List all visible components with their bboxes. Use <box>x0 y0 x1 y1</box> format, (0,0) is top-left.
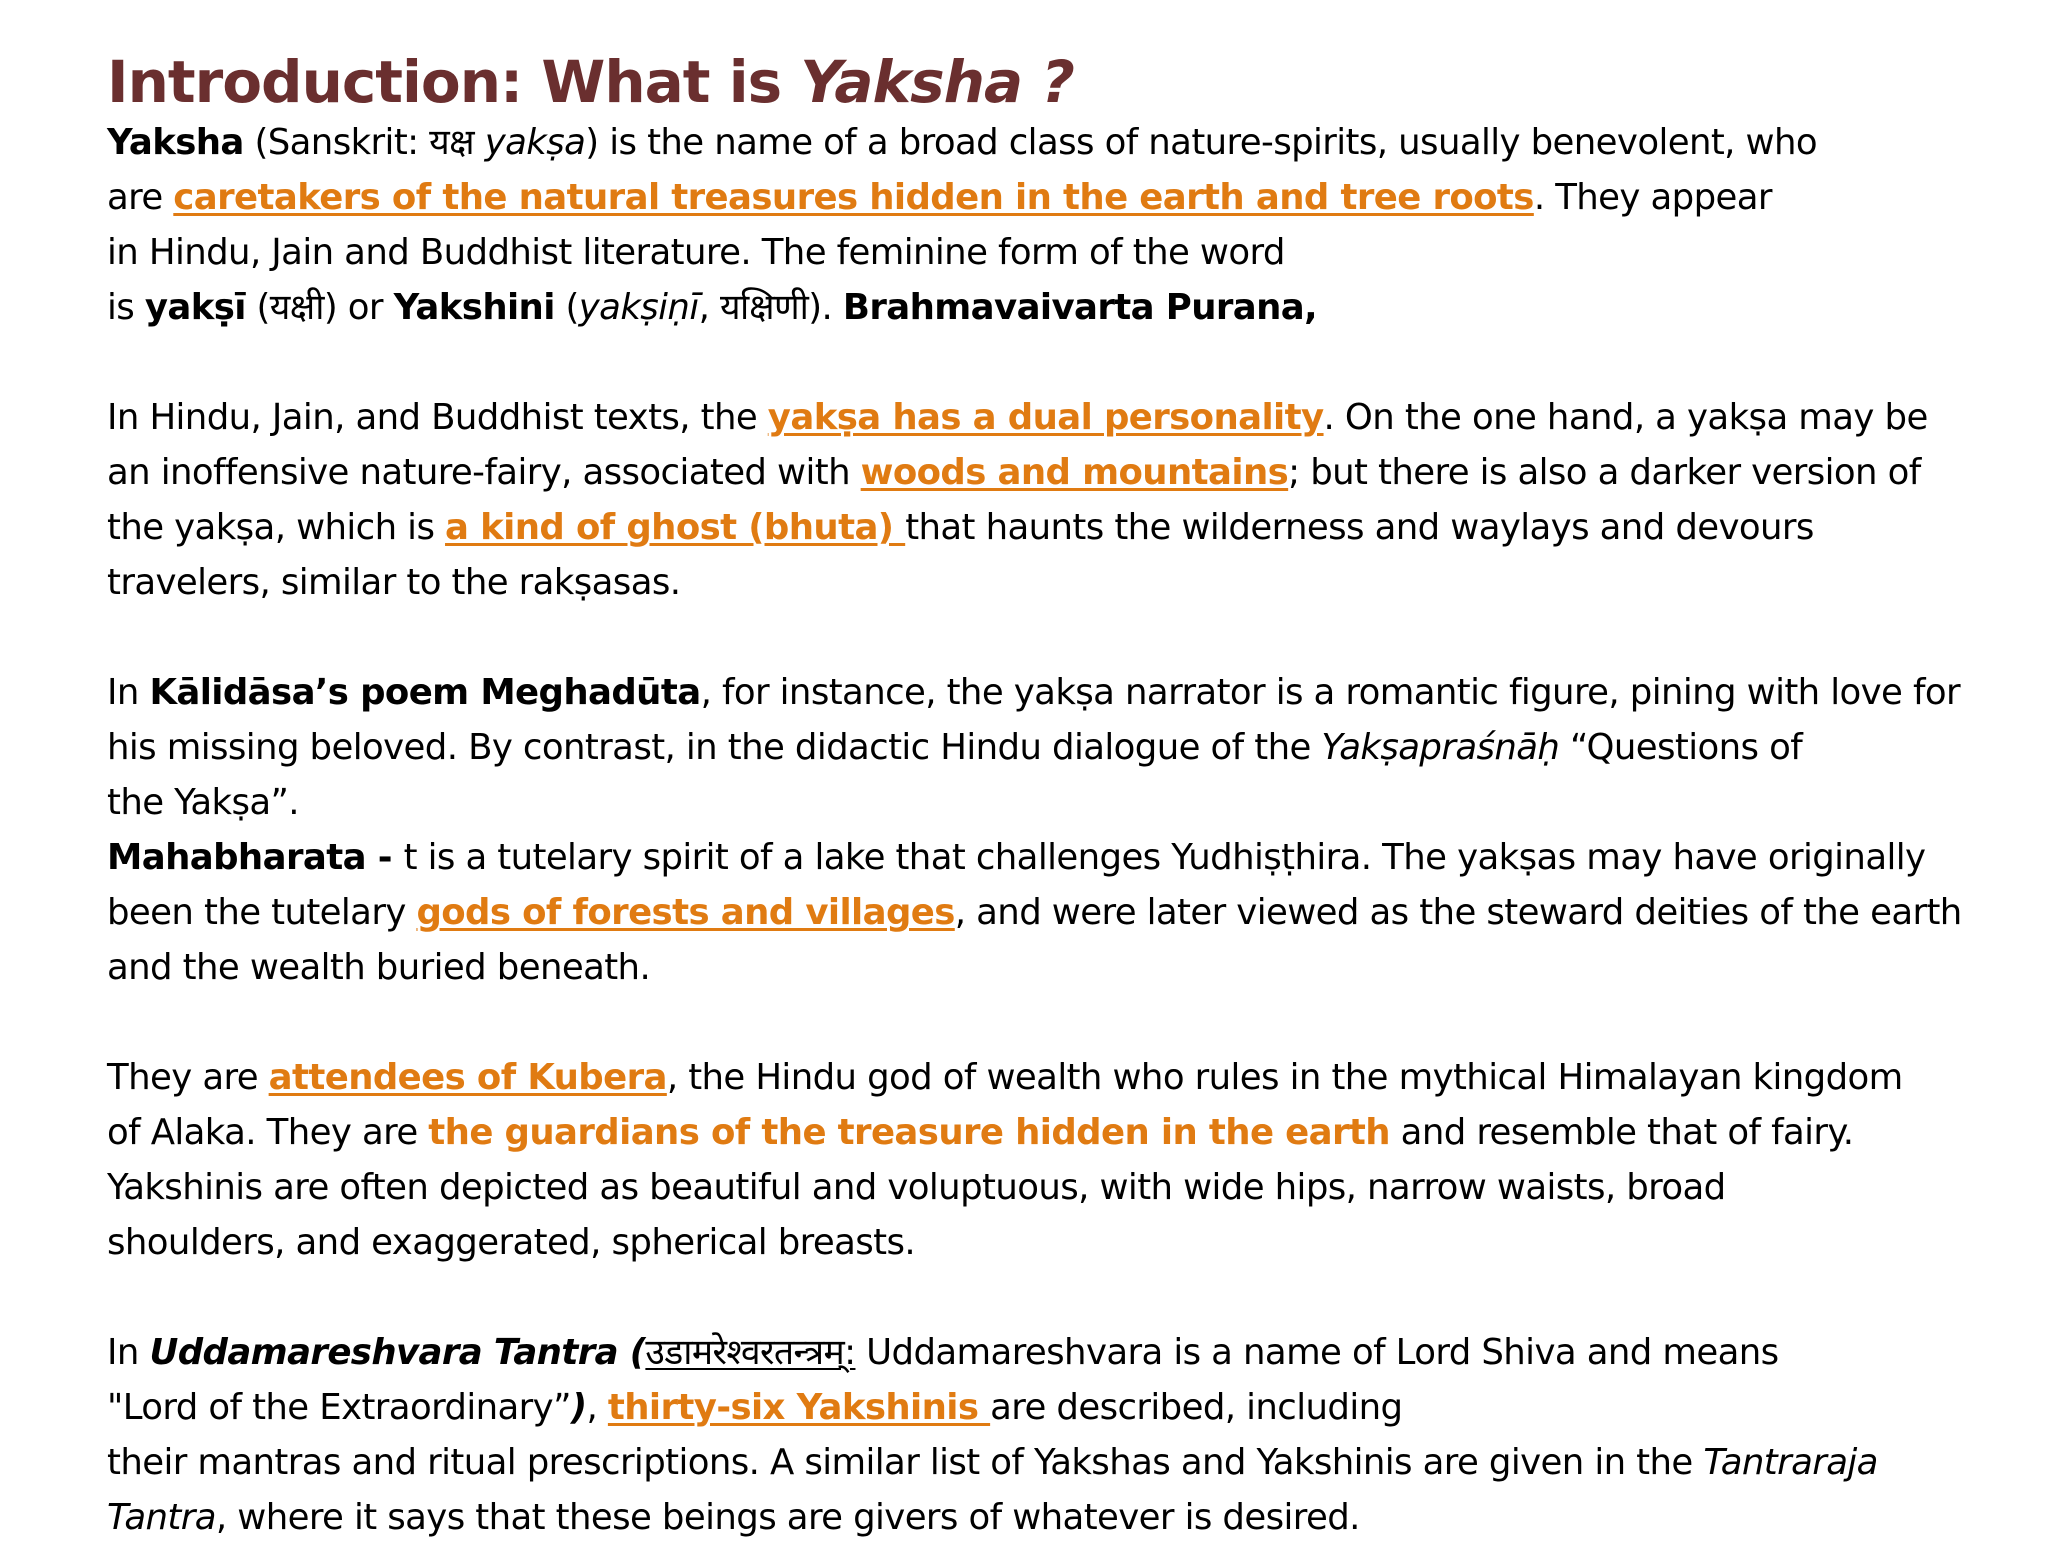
text-span: an inoffensive nature-fairy, associated with <box>107 452 861 493</box>
text-span: t is a tutelary spirit of a lake that challenges Yudhiṣṭhira. The yakṣas may have originally <box>403 837 1926 878</box>
text-span: their mantras and ritual prescriptions. A similar list of Yakshas and Yakshinis are given in the <box>107 1442 1704 1483</box>
paragraph-gap <box>107 335 2047 390</box>
text-line <box>107 500 2047 555</box>
text-line <box>107 1380 2047 1435</box>
text-span: (यक्षी) or <box>245 287 394 328</box>
text-span: , <box>586 1387 608 1428</box>
text-line <box>107 1490 2047 1545</box>
text-span: of Alaka. They are <box>107 1112 429 1153</box>
text-line <box>107 170 2047 225</box>
text-span: is <box>107 287 145 328</box>
text-span: In Hindu, Jain, and Buddhist texts, the <box>107 397 768 438</box>
text-span: . On the one hand, a yakṣa may be <box>1323 397 1928 438</box>
link-dual-personality[interactable]: yakṣa has a dual personality <box>767 397 1324 438</box>
text-line: Yakshinis are often depicted as beautiful and voluptuous, with wide hips, narrow waists, broad <box>107 1167 1726 1208</box>
text-span: (Sanskrit: यक्ष <box>243 122 485 163</box>
text-line <box>107 390 2047 445</box>
paragraph-gap <box>107 1270 2047 1325</box>
term-brahmavaivarta: Brahmavaivarta Purana, <box>842 287 1318 328</box>
text-span: ( <box>554 287 579 328</box>
text-span: , यक्षिणी). <box>698 287 843 328</box>
text-line: shoulders, and exaggerated, spherical breasts. <box>107 1222 916 1263</box>
text-line <box>107 115 2047 170</box>
text-span: In <box>107 672 150 713</box>
text-span: been the tutelary <box>107 892 417 933</box>
text-span: the yakṣa, which is <box>107 507 446 548</box>
term-uddamareshvara: Uddamareshvara Tantra ( <box>149 1332 646 1373</box>
text-span: Uddamareshvara is a name of Lord Shiva and means <box>855 1332 1779 1373</box>
term-yaksini-italic: yakṣiṇī <box>578 287 699 328</box>
text-span: and resemble that of fairy. <box>1389 1112 1854 1153</box>
text-line: and the wealth buried beneath. <box>107 947 651 988</box>
text-span: ) <box>570 1387 587 1428</box>
paragraph-gap <box>107 995 2047 1050</box>
paragraph-3 <box>107 665 2047 995</box>
text-span: that haunts the wilderness and waylays and devours <box>905 507 1814 548</box>
text-span: ; but there is also a darker version of <box>1288 452 1921 493</box>
text-span: , where it says that these beings are givers of whatever is desired. <box>215 1497 1360 1538</box>
text-line <box>107 1325 2047 1380</box>
text-line <box>107 885 2047 940</box>
text-line: travelers, similar to the rakṣasas. <box>107 562 681 603</box>
paragraph-1 <box>107 115 2047 335</box>
text-span: are <box>107 177 174 218</box>
text-line <box>107 1050 2047 1105</box>
text-span: , and were later viewed as the steward deities of the earth <box>954 892 1962 933</box>
term-meghaduta: Kālidāsa’s poem Meghadūta <box>149 672 701 713</box>
text-span: , for instance, the yakṣa narrator is a romantic figure, pining with love for <box>700 672 1960 713</box>
slide-body <box>107 115 2047 1545</box>
term-tantra: Tantra <box>107 1497 216 1538</box>
text-line <box>107 830 2047 885</box>
text-span: , the Hindu god of wealth who rules in the mythical Himalayan kingdom <box>666 1057 1903 1098</box>
text-span: his missing beloved. By contrast, in the didactic Hindu dialogue of the <box>107 727 1322 768</box>
text-line <box>107 1435 2047 1490</box>
term-yaksi: yakṣī <box>144 287 246 328</box>
text-span: “Questions of <box>1559 727 1803 768</box>
text-line: in Hindu, Jain and Buddhist literature. The feminine form of the word <box>107 232 1285 273</box>
paragraph-gap <box>107 610 2047 665</box>
text-span: are described, including <box>990 1387 1403 1428</box>
term-devanagari-title: उडामरेश्वरतन्त्रम्: <box>645 1332 856 1373</box>
text-line <box>107 720 2047 775</box>
link-caretakers[interactable]: caretakers of the natural treasures hidden in the earth and tree roots <box>173 177 1534 218</box>
term-mahabharata: Mahabharata - <box>107 837 404 878</box>
text-span: In <box>107 1332 150 1373</box>
link-woods-mountains[interactable]: woods and mountains <box>860 452 1289 493</box>
text-span: ) is the name of a broad class of nature-spirits, usually benevolent, who <box>585 122 1818 163</box>
text-span: They are <box>107 1057 269 1098</box>
text-line <box>107 280 2047 335</box>
term-tantraraja: Tantraraja <box>1703 1442 1878 1483</box>
text-line <box>107 445 2047 500</box>
paragraph-2 <box>107 390 2047 610</box>
text-line <box>107 665 2047 720</box>
term-yaksha: Yaksha <box>107 122 244 163</box>
link-thirty-six-yakshinis[interactable]: thirty-six Yakshinis <box>607 1387 991 1428</box>
text-span: "Lord of the Extraordinary” <box>107 1387 571 1428</box>
term-yaksaprasnah: Yakṣapraśnāḥ <box>1321 727 1560 768</box>
title-italic: Yaksha ? <box>800 48 1074 116</box>
term-yaksa-italic: yakṣa <box>484 122 586 163</box>
link-attendees-kubera[interactable]: attendees of Kubera <box>268 1057 667 1098</box>
link-gods-forests[interactable]: gods of forests and villages <box>416 892 955 933</box>
text-span: . They appear <box>1533 177 1772 218</box>
title-prefix: Introduction: What is <box>107 48 801 116</box>
paragraph-5 <box>107 1325 2047 1545</box>
highlight-guardians: the guardians of the treasure hidden in the earth <box>428 1112 1390 1153</box>
link-ghost-bhuta[interactable]: a kind of ghost (bhuta) <box>445 507 906 548</box>
text-line: the Yakṣa”. <box>107 782 299 823</box>
paragraph-4 <box>107 1050 2047 1270</box>
slide-title <box>107 46 1074 118</box>
term-yakshini: Yakshini <box>393 287 555 328</box>
text-line <box>107 1105 2047 1160</box>
